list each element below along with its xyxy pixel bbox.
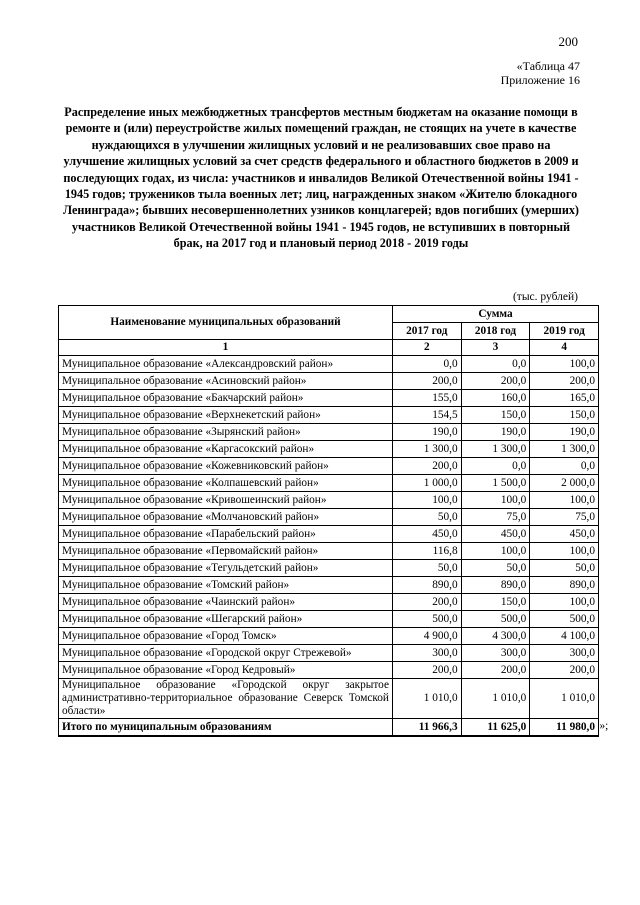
municipality-name: Муниципальное образование «Парабельский район» [59,526,393,543]
municipality-name: Муниципальное образование «Шегарский район» [59,611,393,628]
table-row [59,560,599,577]
table-row [59,407,599,424]
amount-cell: 200,0 [392,458,461,475]
amount-cell: 165,0 [530,390,599,407]
amount-cell: 450,0 [530,526,599,543]
amount-cell: 200,0 [530,662,599,679]
table-row [59,390,599,407]
amount-cell: 4 100,0 [530,628,599,645]
amount-cell: 200,0 [392,594,461,611]
amount-cell: 1 300,0 [461,441,530,458]
table-row [59,526,599,543]
municipality-name: Муниципальное образование «Кривошеинский район» [59,492,393,509]
amount-cell: 100,0 [461,492,530,509]
municipality-name: Муниципальное образование «Зырянский район» [59,424,393,441]
amount-cell: 100,0 [530,356,599,373]
amount-cell: 1 010,0 [392,679,461,719]
municipality-name: Муниципальное образование «Молчановский район» [59,509,393,526]
table-header-note [501,59,580,87]
amount-cell: 50,0 [530,560,599,577]
transfers-table [58,305,599,737]
municipality-name: Муниципальное образование «Первомайский район» [59,543,393,560]
amount-cell: 200,0 [461,373,530,390]
table-row [59,475,599,492]
amount-cell: 4 300,0 [461,628,530,645]
municipality-name: Муниципальное образование «Александровский район» [59,356,393,373]
column-number: 2 [392,340,461,356]
amount-cell: 155,0 [392,390,461,407]
municipality-name: Муниципальное образование «Город Томск» [59,628,393,645]
amount-cell: 1 010,0 [530,679,599,719]
amount-cell: 100,0 [530,492,599,509]
amount-cell: 100,0 [461,543,530,560]
amount-cell: 154,5 [392,407,461,424]
amount-cell: 50,0 [461,560,530,577]
amount-cell: 200,0 [392,662,461,679]
amount-cell: 50,0 [392,509,461,526]
amount-cell: 200,0 [530,373,599,390]
column-number: 1 [59,340,393,356]
total-value: 11 966,3 [392,719,461,737]
amount-cell: 200,0 [392,373,461,390]
appendix-label: Приложение 16 [500,73,580,87]
table-row [59,543,599,560]
total-row [59,719,599,737]
amount-cell: 1 300,0 [392,441,461,458]
amount-cell: 1 000,0 [392,475,461,492]
column-number: 3 [461,340,530,356]
column-number: 4 [530,340,599,356]
table-row [59,356,599,373]
document-title: Распределение иных межбюджетных трансфертов местным бюджетам на оказание помощи в ремонте и (или) переустройстве жилых помещений граждан, не стоящих на учете в качестве нуждающихся в улучшении жилищных условий и не реализовавших свое право на улучшение жилищных условий за счет средств федерального и областного бюджетов в 2009 и последующих годах, из числа: участников и инвалидов Великой Отечественной войны 1941 - 1945 годов; тружеников тыла военных лет; лиц, награжденных знаком «Жителю блокадного Ленинграда»; бывших несовершеннолетних узников концлагерей; вдов погибших (умерших) участников Великой Отечественной войны 1941 - 1945 годов, не вступивших в повторный брак, на 2017 год и плановый период 2018 - 2019 годы [63,105,579,251]
municipality-name: Муниципальное образование «Город Кедровый» [59,662,393,679]
table-number-label: «Таблица 47 [516,59,580,73]
amount-cell: 200,0 [461,662,530,679]
table-row [59,373,599,390]
amount-cell: 160,0 [461,390,530,407]
amount-cell: 4 900,0 [392,628,461,645]
amount-cell: 190,0 [530,424,599,441]
municipality-name: Муниципальное образование «Чаинский район» [59,594,393,611]
column-header-year: 2018 год [461,323,530,340]
amount-cell: 890,0 [530,577,599,594]
amount-cell: 50,0 [392,560,461,577]
municipality-name: Муниципальное образование «Каргасокский район» [59,441,393,458]
total-value: 11 980,0 [530,719,599,737]
column-header-name: Наименование муниципальных образований [59,306,393,340]
total-value: 11 625,0 [461,719,530,737]
amount-cell: 0,0 [392,356,461,373]
amount-cell: 300,0 [461,645,530,662]
municipality-name: Муниципальное образование «Асиновский район» [59,373,393,390]
table-row [59,441,599,458]
amount-cell: 450,0 [461,526,530,543]
column-header-year: 2017 год [392,323,461,340]
table-row [59,628,599,645]
amount-cell: 300,0 [392,645,461,662]
closing-quote: »; [599,719,609,732]
amount-cell: 150,0 [530,407,599,424]
table-row [59,662,599,679]
amount-cell: 0,0 [461,458,530,475]
municipality-name: Муниципальное образование «Городской округ Стрежевой» [59,645,393,662]
table-row [59,594,599,611]
amount-cell: 890,0 [392,577,461,594]
amount-cell: 1 300,0 [530,441,599,458]
amount-cell: 150,0 [461,407,530,424]
amount-cell: 75,0 [530,509,599,526]
units-label: (тыс. рублей) [512,291,578,303]
amount-cell: 100,0 [530,594,599,611]
amount-cell: 100,0 [392,492,461,509]
municipality-name: Муниципальное образование «Колпашевский район» [59,475,393,492]
column-header-year: 2019 год [530,323,599,340]
amount-cell: 116,8 [392,543,461,560]
column-header-sum: Сумма [392,306,598,323]
table-row [59,492,599,509]
amount-cell: 500,0 [392,611,461,628]
amount-cell: 1 010,0 [461,679,530,719]
amount-cell: 1 500,0 [461,475,530,492]
amount-cell: 190,0 [392,424,461,441]
table-row [59,611,599,628]
table-row [59,577,599,594]
amount-cell: 0,0 [461,356,530,373]
table-row [59,458,599,475]
amount-cell: 100,0 [530,543,599,560]
table-row [59,424,599,441]
table-row [59,679,599,719]
municipality-name: Муниципальное образование «Тегульдетский район» [59,560,393,577]
amount-cell: 300,0 [530,645,599,662]
amount-cell: 890,0 [461,577,530,594]
table-row [59,645,599,662]
municipality-name: Муниципальное образование «Бакчарский район» [59,390,393,407]
amount-cell: 450,0 [392,526,461,543]
table-body [59,356,599,719]
page-number: 200 [558,34,578,49]
amount-cell: 75,0 [461,509,530,526]
amount-cell: 190,0 [461,424,530,441]
amount-cell: 150,0 [461,594,530,611]
municipality-name: Муниципальное образование «Верхнекетский район» [59,407,393,424]
amount-cell: 2 000,0 [530,475,599,492]
amount-cell: 500,0 [461,611,530,628]
municipality-name: Муниципальное образование «Городской округ закрытое административно-территориальное образование Северск Томской области» [59,679,393,719]
municipality-name: Муниципальное образование «Томский район» [59,577,393,594]
total-label: Итого по муниципальным образованиям [59,719,393,737]
amount-cell: 0,0 [530,458,599,475]
table-row [59,509,599,526]
amount-cell: 500,0 [530,611,599,628]
municipality-name: Муниципальное образование «Кожевниковский район» [59,458,393,475]
